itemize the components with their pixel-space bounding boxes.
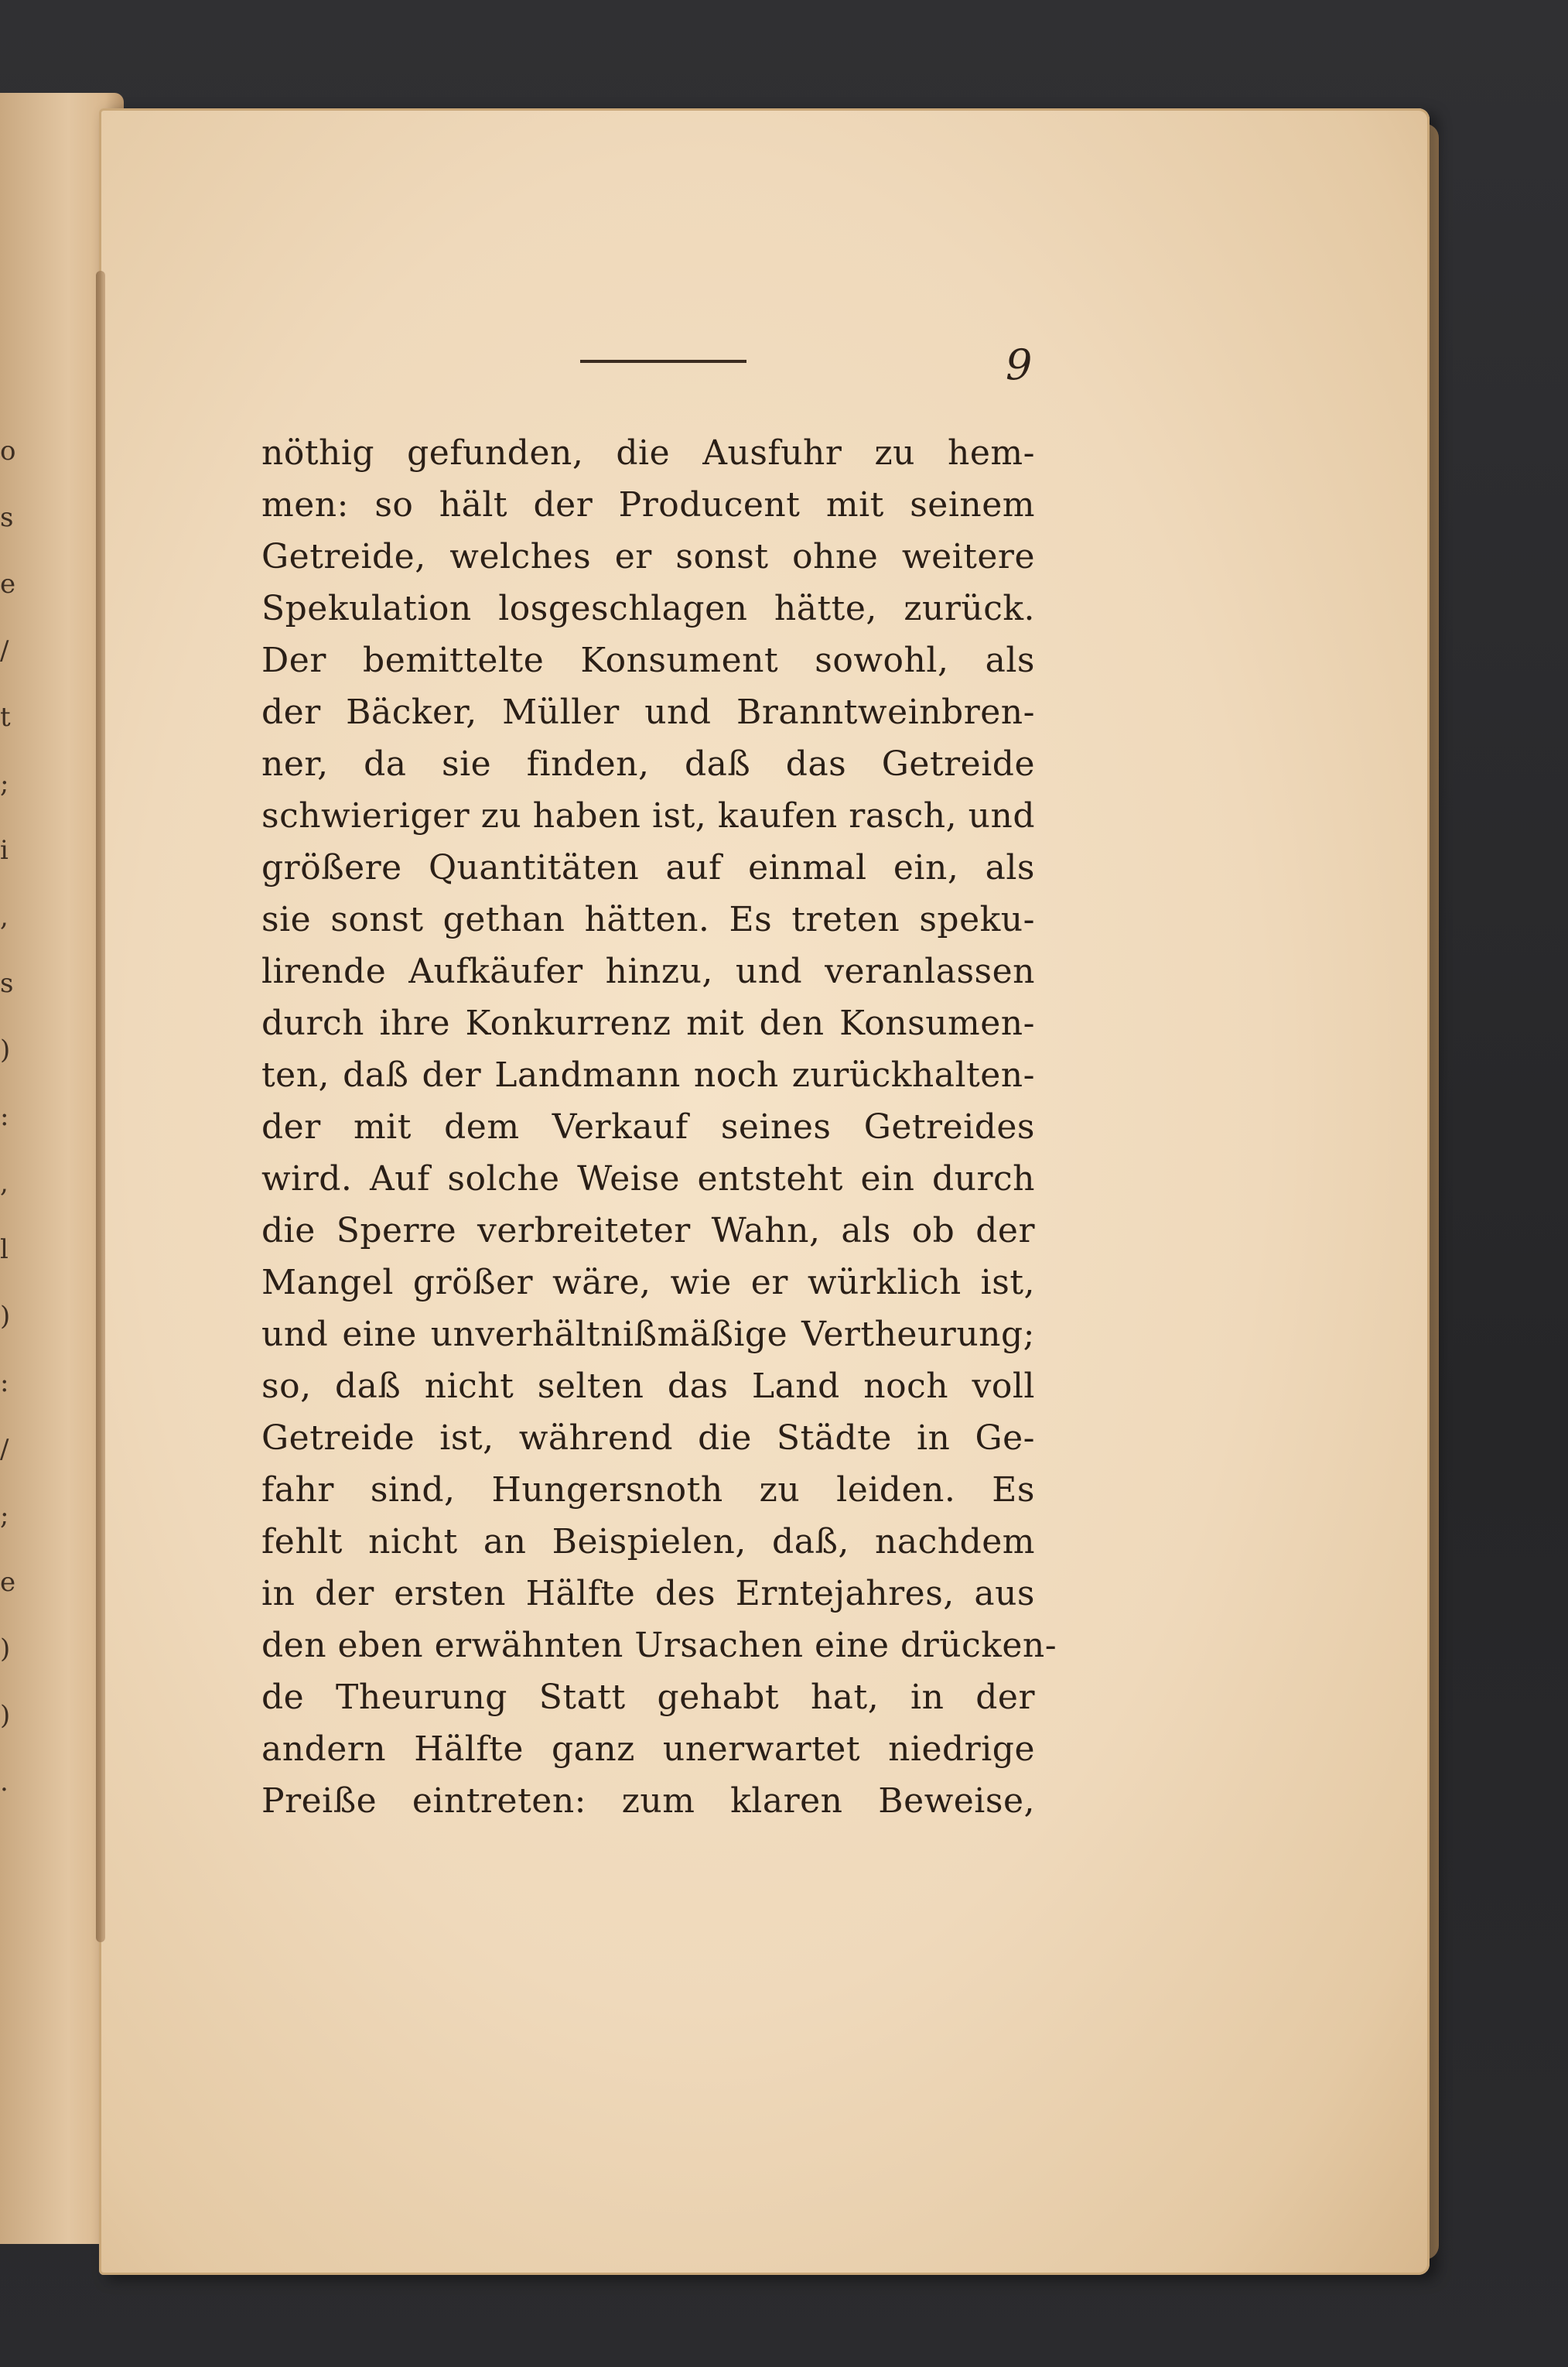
- page-number: 9: [1006, 340, 1033, 389]
- margin-mark: ): [0, 1301, 11, 1332]
- text-line: so, daß nicht selten das Land noch voll: [261, 1366, 1035, 1406]
- margin-mark: ,: [0, 1168, 9, 1199]
- text-line: nöthig gefunden, die Ausfuhr zu hem-: [261, 433, 1035, 473]
- margin-mark: :: [0, 1367, 9, 1398]
- text-line: der mit dem Verkauf seines Getreides: [261, 1107, 1035, 1147]
- text-line: Getreide, welches er sonst ohne weitere: [261, 537, 1035, 576]
- text-line: ner, da sie finden, daß das Getreide: [261, 744, 1035, 784]
- binding-gutter: [96, 271, 105, 1942]
- margin-mark: ;: [0, 768, 9, 799]
- text-line: andern Hälfte ganz unerwartet niedrige: [261, 1729, 1035, 1769]
- text-line: men: so hält der Producent mit seinem: [261, 485, 1035, 525]
- text-line: ten, daß der Landmann noch zurückhalten-: [261, 1055, 1035, 1095]
- margin-mark: s: [0, 502, 14, 533]
- text-line: und eine unverhältnißmäßige Vertheurung;: [261, 1315, 1035, 1354]
- left-page-margin-fragments: [0, 418, 23, 1965]
- margin-mark: ): [0, 1633, 11, 1664]
- margin-mark: ;: [0, 1500, 9, 1531]
- margin-mark: .: [0, 1767, 9, 1797]
- text-line: Getreide ist, während die Städte in Ge-: [261, 1418, 1035, 1458]
- text-line: die Sperre verbreiteter Wahn, als ob der: [261, 1211, 1035, 1250]
- text-line: Spekulation losgeschlagen hätte, zurück.: [261, 589, 1035, 628]
- text-line: der Bäcker, Müller und Branntweinbren-: [261, 693, 1035, 732]
- text-line: wird. Auf solche Weise entsteht ein durch: [261, 1159, 1035, 1199]
- text-line: in der ersten Hälfte des Erntejahres, aus: [261, 1574, 1035, 1613]
- text-line: fahr sind, Hungersnoth zu leiden. Es: [261, 1470, 1035, 1510]
- margin-mark: /: [0, 635, 9, 666]
- body-text: [261, 427, 1057, 1827]
- text-line: sie sonst gethan hätten. Es treten speku-: [261, 900, 1035, 939]
- margin-mark: /: [0, 1434, 9, 1465]
- text-line: Preiße eintreten: zum klaren Beweise,: [261, 1781, 1035, 1821]
- text-line: schwieriger zu haben ist, kaufen rasch, und: [261, 796, 1035, 836]
- text-line: lirende Aufkäufer hinzu, und veranlassen: [261, 952, 1035, 991]
- text-line: Mangel größer wäre, wie er würklich ist,: [261, 1263, 1035, 1302]
- margin-mark: s: [0, 968, 14, 999]
- text-line: de Theurung Statt gehabt hat, in der: [261, 1678, 1035, 1717]
- header-rule: [580, 360, 746, 363]
- text-line: Der bemittelte Konsument sowohl, als: [261, 641, 1035, 680]
- margin-mark: ): [0, 1035, 11, 1065]
- margin-mark: i: [0, 835, 9, 866]
- margin-mark: o: [0, 436, 16, 467]
- text-line: durch ihre Konkurrenz mit den Konsumen-: [261, 1004, 1035, 1043]
- margin-mark: ,: [0, 901, 9, 932]
- text-line: fehlt nicht an Beispielen, daß, nachdem: [261, 1522, 1035, 1561]
- margin-mark: t: [0, 702, 11, 733]
- text-line: den eben erwähnten Ursachen eine drücken-: [261, 1626, 1057, 1665]
- margin-mark: e: [0, 1567, 16, 1598]
- margin-mark: :: [0, 1101, 9, 1132]
- margin-mark: e: [0, 569, 16, 600]
- margin-mark: l: [0, 1234, 9, 1265]
- margin-mark: ): [0, 1700, 11, 1731]
- text-line: größere Quantitäten auf einmal ein, als: [261, 848, 1035, 888]
